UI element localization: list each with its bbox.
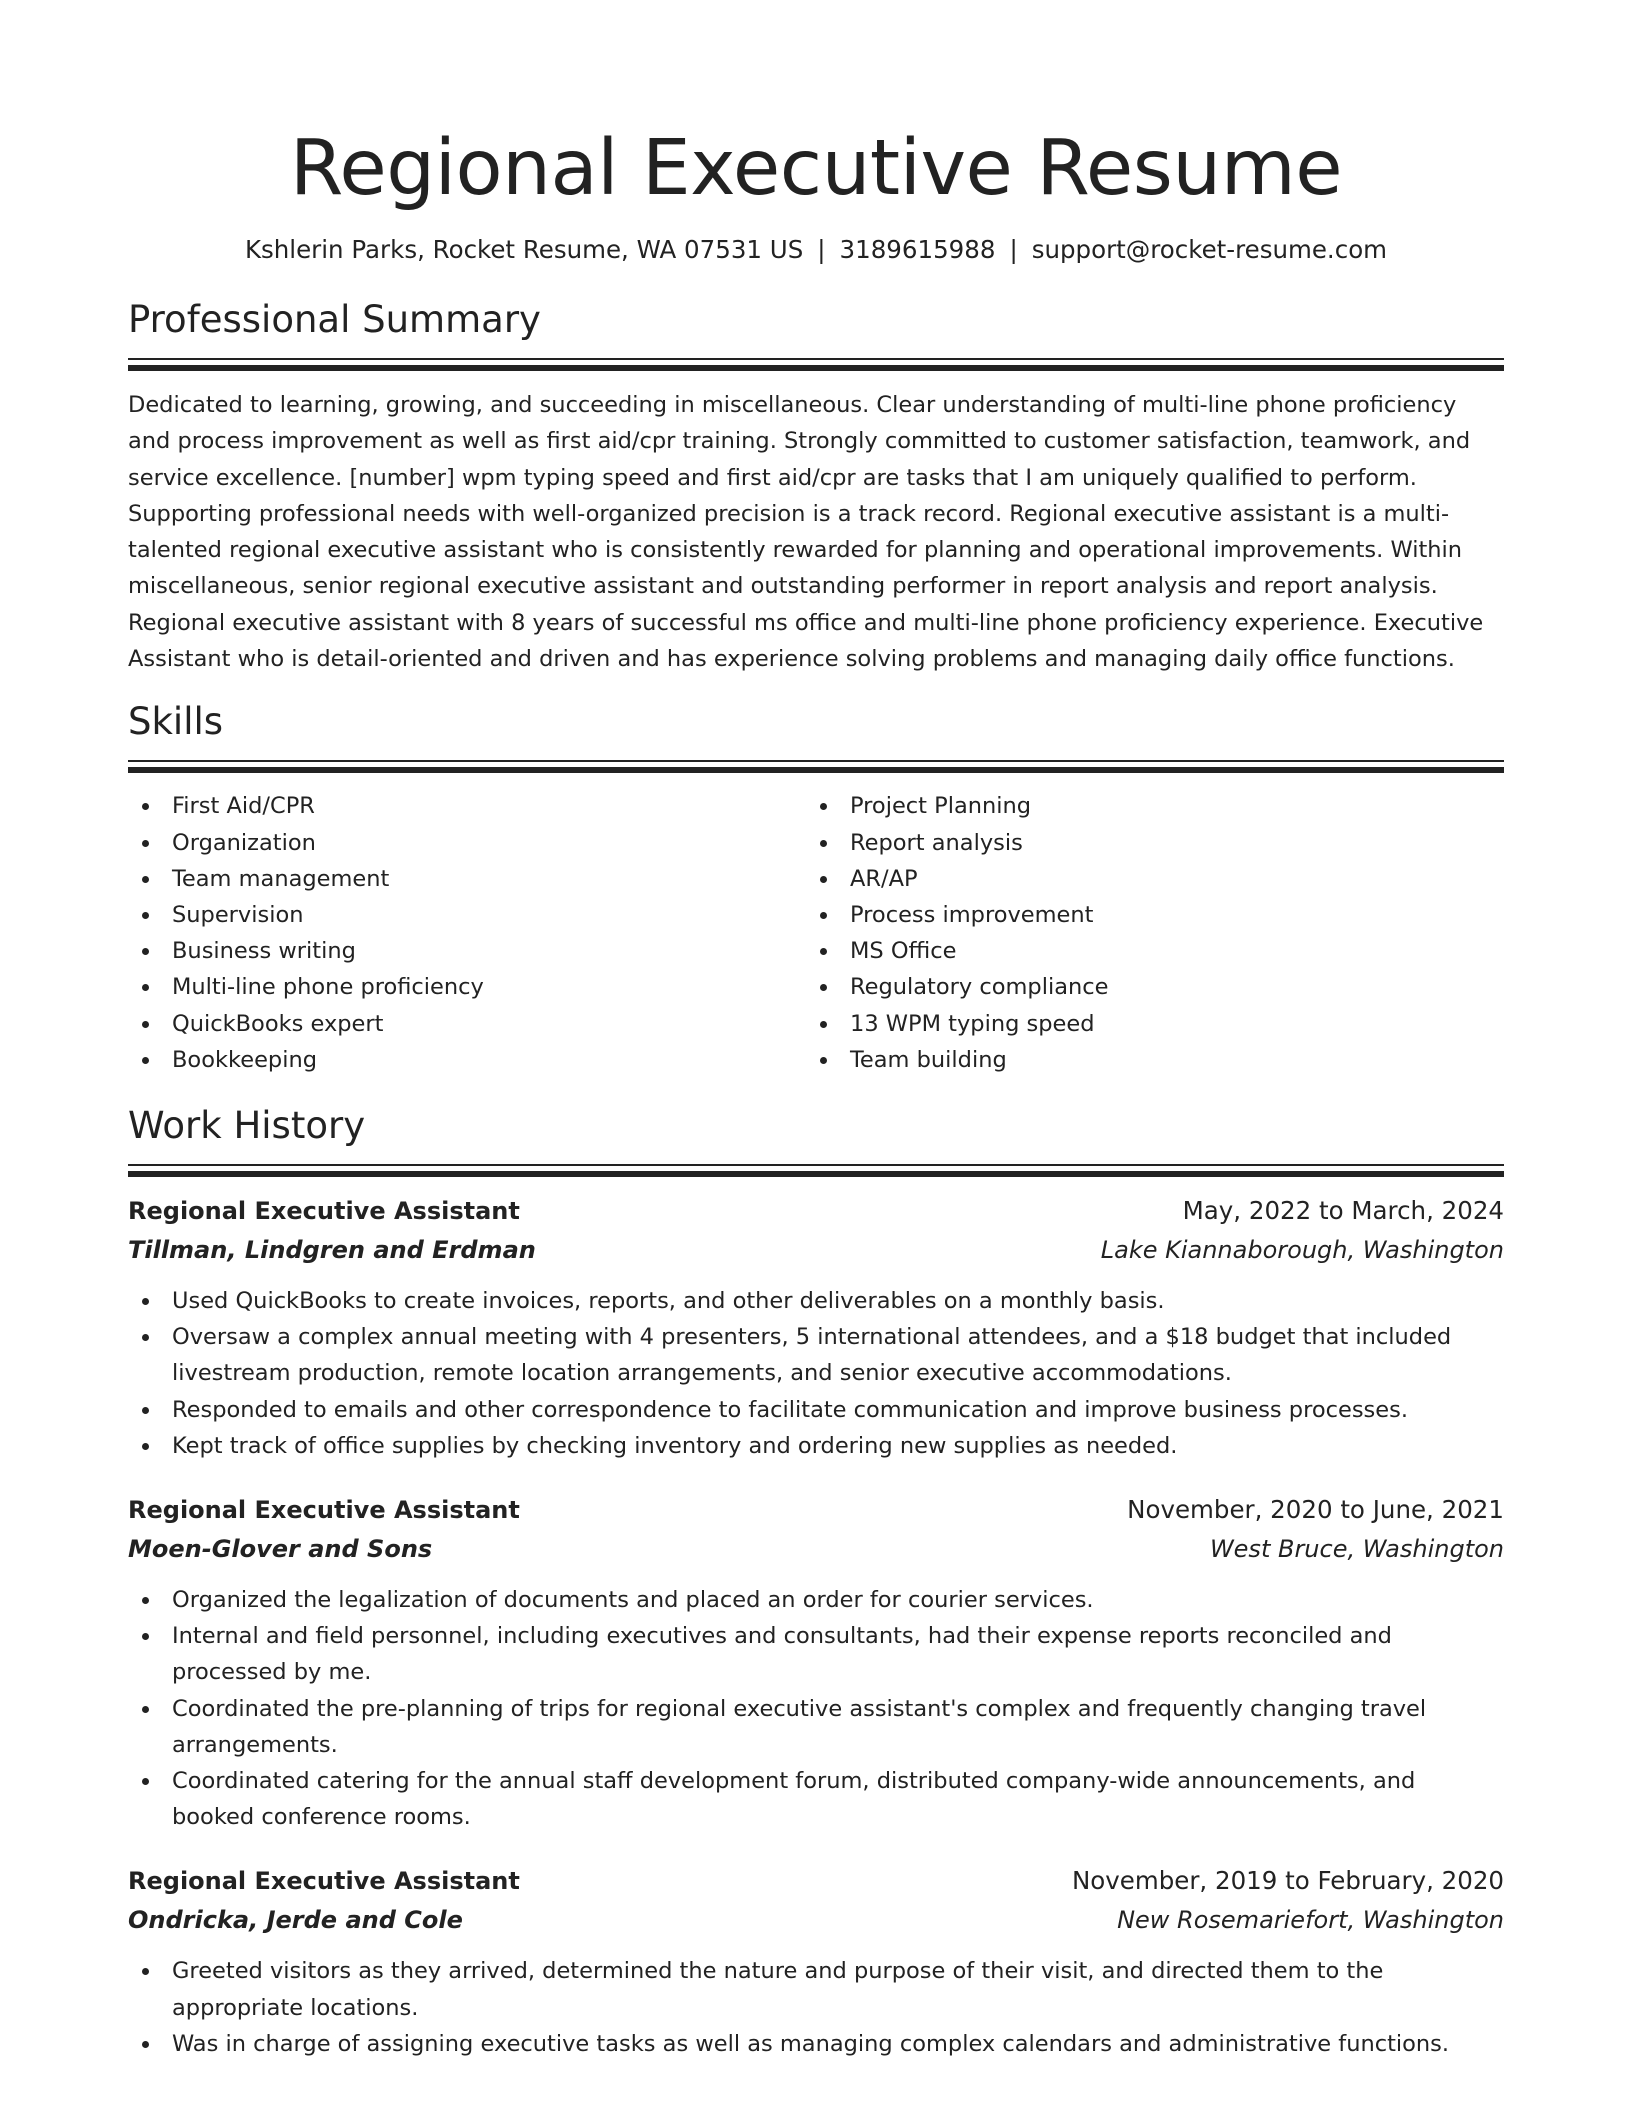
contact-separator: | xyxy=(1009,235,1018,264)
job-company-row xyxy=(128,1900,1504,1940)
job-entry xyxy=(128,1491,1504,1835)
summary-heading: Professional Summary xyxy=(128,298,541,341)
contact-address: Kshlerin Parks, Rocket Resume, WA 07531 US xyxy=(244,235,804,264)
job-bullet: Coordinated catering for the annual staff development forum, distributed company-wide announcements, and booked conference rooms. xyxy=(128,1763,1504,1835)
job-title: Regional Executive Assistant xyxy=(128,1867,520,1896)
skill-item: Report analysis xyxy=(806,825,1484,861)
job-company: Tillman, Lindgren and Erdman xyxy=(128,1236,536,1264)
section-divider xyxy=(128,1164,1504,1177)
job-header-row xyxy=(128,1192,1504,1230)
skill-item: AR/AP xyxy=(806,861,1484,897)
job-bullet: Coordinated the pre-planning of trips for regional executive assistant's complex and frequently changing travel arrangements. xyxy=(128,1691,1504,1763)
job-company-row xyxy=(128,1529,1504,1569)
job-dates: November, 2020 to June, 2021 xyxy=(1127,1495,1504,1525)
job-dates: November, 2019 to February, 2020 xyxy=(1071,1866,1504,1896)
job-bullet: Responded to emails and other correspondence to facilitate communication and improve business processes. xyxy=(128,1392,1504,1428)
skill-item: MS Office xyxy=(806,933,1484,969)
skill-item: Regulatory compliance xyxy=(806,969,1484,1005)
job-company-row xyxy=(128,1230,1504,1270)
contact-line xyxy=(128,232,1504,268)
job-entry xyxy=(128,1862,1504,2062)
contact-email: support@rocket-resume.com xyxy=(1031,235,1388,264)
job-bullet: Used QuickBooks to create invoices, reports, and other deliverables on a monthly basis. xyxy=(128,1283,1504,1319)
skills-heading: Skills xyxy=(128,700,224,744)
resume-page xyxy=(128,0,1504,2062)
skill-item: Project Planning xyxy=(806,788,1484,824)
skills-columns xyxy=(128,788,1504,1078)
resume-title: Regional Executive Resume xyxy=(289,124,1343,213)
job-header-row xyxy=(128,1491,1504,1529)
job-company: Ondricka, Jerde and Cole xyxy=(128,1906,463,1935)
job-location: New Rosemariefort, Washington xyxy=(1117,1906,1504,1935)
skill-item: Organization xyxy=(128,825,806,861)
work-history-heading: Work History xyxy=(128,1104,366,1147)
skill-item: 13 WPM typing speed xyxy=(806,1006,1484,1042)
skill-item: Multi-line phone proficiency xyxy=(128,969,806,1005)
skills-right-column xyxy=(806,788,1484,1078)
section-divider xyxy=(128,760,1504,773)
skill-item: Team management xyxy=(128,861,806,897)
skill-item: QuickBooks expert xyxy=(128,1006,806,1042)
job-bullet: Greeted visitors as they arrived, determined the nature and purpose of their visit, and directed them to the appropriate locations. xyxy=(128,1953,1504,2025)
job-bullets xyxy=(128,1582,1504,1835)
job-bullet: Organized the legalization of documents and placed an order for courier services. xyxy=(128,1582,1504,1618)
job-title: Regional Executive Assistant xyxy=(128,1197,520,1225)
skills-left-column xyxy=(128,788,806,1078)
job-bullet: Kept track of office supplies by checking inventory and ordering new supplies as needed. xyxy=(128,1428,1504,1464)
summary-text: Dedicated to learning, growing, and succeeding in miscellaneous. Clear understanding of multi-line phone proficiency and process improvement as well as first aid/cpr training. Strongly committed to customer satisfaction, teamwork, and service excellence. [number] wpm typing speed and first aid/cpr are tasks that I am uniquely qualified to perform. Supporting professional needs with well-organized precision is a track record. Regional executive assistant is a multi-talented regional executive assistant who is consistently rewarded for planning and operational improvements. Within miscellaneous, senior regional executive assistant and outstanding performer in report analysis and report analysis. Regional executive assistant with 8 years of successful ms office and multi-line phone proficiency experience. Executive Assistant who is detail-oriented and driven and has experience solving problems and managing daily office functions. xyxy=(128,392,1484,673)
job-dates: May, 2022 to March, 2024 xyxy=(1182,1196,1504,1225)
skill-item: Process improvement xyxy=(806,897,1484,933)
skill-item: Supervision xyxy=(128,897,806,933)
section-divider xyxy=(128,358,1504,371)
skill-item: First Aid/CPR xyxy=(128,788,806,824)
contact-phone: 3189615988 xyxy=(839,235,996,264)
skill-item: Business writing xyxy=(128,933,806,969)
job-bullet: Internal and field personnel, including executives and consultants, had their expense reports reconciled and processed by me. xyxy=(128,1618,1504,1690)
job-bullet: Was in charge of assigning executive tasks as well as managing complex calendars and administrative functions. xyxy=(128,2026,1504,2062)
job-bullets xyxy=(128,1283,1504,1464)
job-header-row xyxy=(128,1862,1504,1900)
job-location: Lake Kiannaborough, Washington xyxy=(1100,1236,1504,1264)
contact-separator: | xyxy=(817,235,826,264)
skill-item: Bookkeeping xyxy=(128,1042,806,1078)
job-bullet: Oversaw a complex annual meeting with 4 presenters, 5 international attendees, and a $18 budget that included livestream production, remote location arrangements, and senior executive accommodations. xyxy=(128,1319,1504,1391)
job-company: Moen-Glover and Sons xyxy=(128,1535,433,1564)
job-entry xyxy=(128,1192,1504,1464)
job-title: Regional Executive Assistant xyxy=(128,1496,520,1525)
job-bullets xyxy=(128,1953,1504,2062)
skill-item: Team building xyxy=(806,1042,1484,1078)
job-location: West Bruce, Washington xyxy=(1209,1535,1504,1564)
